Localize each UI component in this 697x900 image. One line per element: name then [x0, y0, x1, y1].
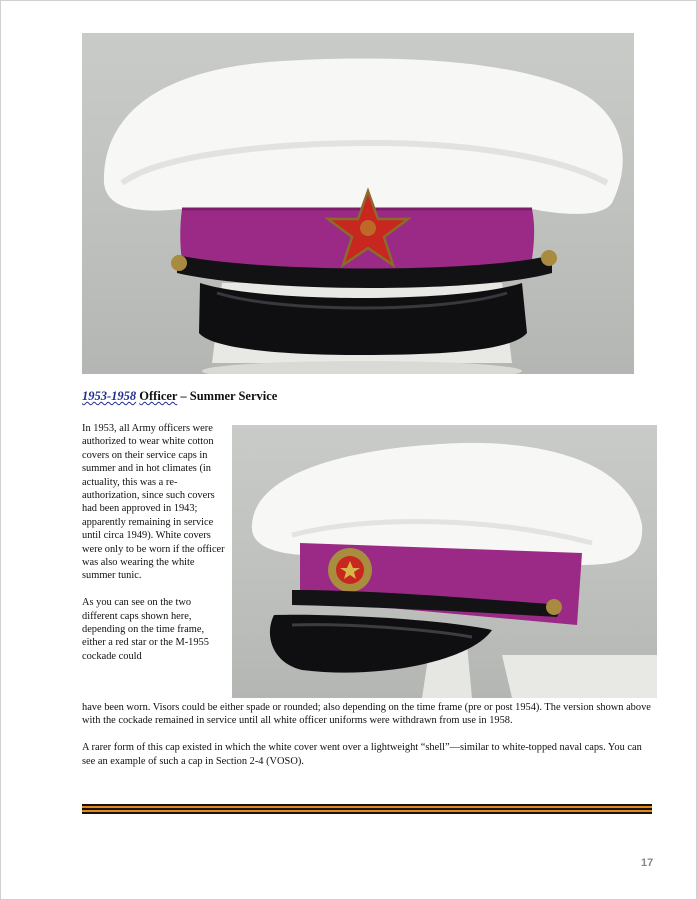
wide-text-block — [82, 701, 657, 781]
section-heading — [82, 389, 277, 404]
paragraph: As you can see on the two different caps shown here, depending on the time frame, either a red star or the M-1955 cockade could — [82, 597, 209, 662]
heading-rest: – Summer Service — [177, 389, 278, 403]
paragraph: In 1953, all Army officers were authorized to wear white cotton covers on their service caps in summer and in hot climates (in actuality, this was a re-authorization, since such covers had been approved in 1943; apparently remaining in service until circa 1949). White covers were only to be worn if the officer was also wearing the white summer tunic. — [82, 423, 225, 582]
page-number: 17 — [641, 857, 654, 869]
paragraph: have been worn. Visors could be either spade or rounded; also depending on the time frame (pre or post 1954). The version shown above with the cockade remained in service until all white officer uniforms were withdrawn from use in 1958. — [82, 702, 651, 727]
paragraph: A rarer form of this cap existed in which the white cover went over a lightweight “shell”—similar to white-topped naval caps. You can see an example of such a cap in Section 2-4 (VOSO). — [82, 742, 642, 767]
cap-photo-cockade — [232, 425, 657, 698]
narrow-text-column — [82, 422, 228, 677]
heading-officer: Officer — [139, 389, 178, 403]
st-george-ribbon-divider — [82, 804, 652, 814]
heading-years: 1953-1958 — [82, 389, 137, 403]
cap-photo-red-star — [82, 33, 634, 374]
